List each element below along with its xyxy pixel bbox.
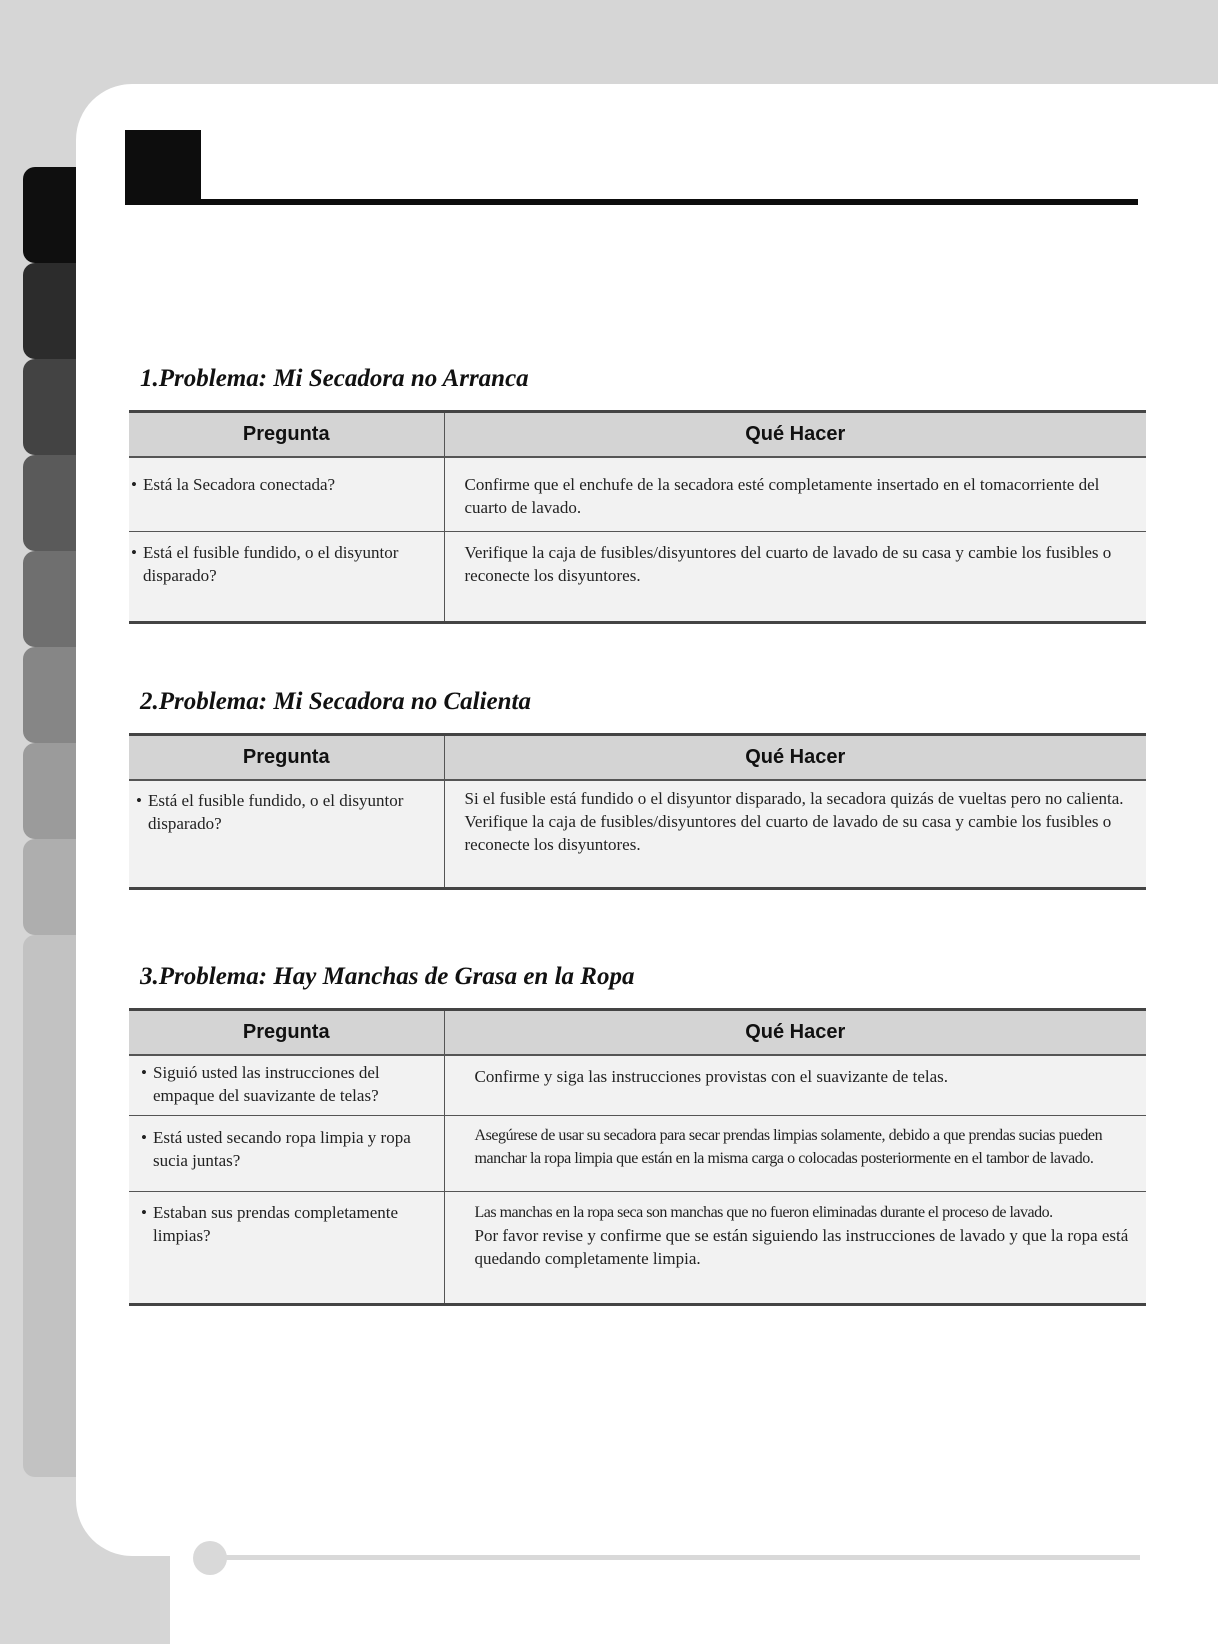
footer-dot: [193, 1541, 227, 1575]
header-rule: [125, 199, 1138, 205]
header-black-block: [125, 130, 201, 204]
table-row: [129, 1055, 1146, 1115]
problem-table-2: [129, 733, 1146, 890]
question-cell: • Está usted secando ropa limpia y ropa sucia juntas?: [129, 1115, 444, 1191]
answer-line: Por favor revise y confirme que se están siguiendo las instrucciones de lavado y que la ropa está quedando completamente limpia.: [474, 1225, 1129, 1268]
table-row: [129, 1115, 1146, 1191]
table-row: [129, 780, 1146, 888]
column-header-que-hacer: Qué Hacer: [444, 735, 1146, 781]
question-cell: • Está el fusible fundido, o el disyuntor disparado?: [129, 531, 444, 622]
answer-cell: Confirme y siga las instrucciones provistas con el suavizante de telas.: [444, 1055, 1146, 1115]
answer-cell: Asegúrese de usar su secadora para secar prendas limpias solamente, debido a que prendas sucias pueden manchar la ropa limpia que están en la misma carga o colocadas posteriormente en el tambor de lavado.: [444, 1115, 1146, 1191]
question-cell: • Estaban sus prendas completamente limpias?: [129, 1191, 444, 1304]
column-header-que-hacer: Qué Hacer: [444, 412, 1146, 458]
answer-cell: Confirme que el enchufe de la secadora esté completamente insertado en el tomacorriente del cuarto de lavado.: [444, 457, 1146, 531]
section-title-3: 3.Problema: Hay Manchas de Grasa en la Ropa: [140, 963, 635, 990]
footer-rule: [210, 1555, 1140, 1560]
column-header-pregunta: Pregunta: [129, 735, 444, 781]
question-cell: • Está el fusible fundido, o el disyuntor disparado?: [129, 780, 444, 888]
problem-table-1: [129, 410, 1146, 624]
table-row: [129, 457, 1146, 531]
column-header-pregunta: Pregunta: [129, 1010, 444, 1056]
table-row: [129, 1191, 1146, 1304]
answer-cell: [444, 1191, 1146, 1304]
question-cell: • Está la Secadora conectada?: [129, 457, 444, 531]
problem-table-3: [129, 1008, 1146, 1306]
section-title-2: 2.Problema: Mi Secadora no Calienta: [140, 688, 531, 715]
answer-cell: Verifique la caja de fusibles/disyuntores del cuarto de lavado de su casa y cambie los fusibles o reconecte los disyuntores.: [444, 531, 1146, 622]
question-cell: • Siguió usted las instrucciones del empaque del suavizante de telas?: [129, 1055, 444, 1115]
column-header-que-hacer: Qué Hacer: [444, 1010, 1146, 1056]
section-title-1: 1.Problema: Mi Secadora no Arranca: [140, 365, 529, 392]
answer-cell: Si el fusible está fundido o el disyuntor disparado, la secadora quizás de vueltas pero no calienta. Verifique la caja de fusibles/disyuntores del cuarto de lavado de su casa y cambie los fusibles o reconecte los disyuntores.: [444, 780, 1146, 888]
answer-line: Las manchas en la ropa seca son manchas que no fueron eliminadas durante el proceso de lavado.: [474, 1203, 1053, 1221]
table-row: [129, 531, 1146, 622]
column-header-pregunta: Pregunta: [129, 412, 444, 458]
